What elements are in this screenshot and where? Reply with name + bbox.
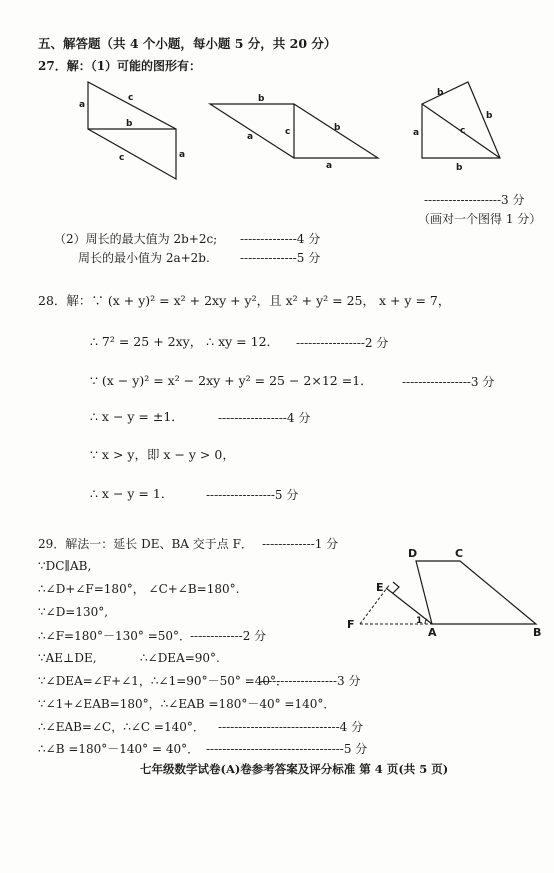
q29-trapezoid bbox=[416, 561, 536, 624]
q29-label-1: 1 bbox=[416, 616, 423, 626]
q27-fig3-label-c: c bbox=[460, 126, 466, 136]
page-footer: 七年级数学试卷(A)卷参考答案及评分标准 第 4 页(共 5 页) bbox=[140, 762, 449, 776]
q27-score-1: -------------------3 分 bbox=[424, 193, 525, 207]
q28-line-5: ∵ x > y，即 x − y > 0， bbox=[90, 447, 235, 462]
q27-part2-min: 周长的最小值为 2a+2b. bbox=[78, 251, 210, 265]
q27-fig2-label-c1: a bbox=[247, 132, 254, 142]
q29-line-8: ∵∠1+∠EAB=180°，∴∠EAB =180°－40° =140°． bbox=[38, 697, 336, 711]
q28-line-4: ∴ x − y = ±1． bbox=[90, 409, 184, 424]
q29-angle-1-arc bbox=[425, 619, 427, 624]
q29-line-10-score: ----------------------------------5 分 bbox=[206, 742, 368, 756]
q28-line-6-score: -----------------5 分 bbox=[206, 488, 299, 502]
q27-fig1-label-a1: a bbox=[79, 100, 86, 110]
q29-line-10: ∴∠B =180°－140° = 40°． bbox=[38, 742, 200, 756]
q29-line-4: ∵∠D=130°, bbox=[38, 605, 109, 619]
q29-line-7-score: -------------------3 分 bbox=[260, 674, 361, 688]
q28-line-2: ∴ 7² = 25 + 2xy， ∴ xy = 12． bbox=[90, 334, 280, 349]
q27-part2-max-score: --------------4 分 bbox=[240, 232, 321, 246]
q27-fig2-label-b1: b bbox=[258, 94, 265, 104]
q29-line-7: ∵∠DEA=∠F+∠1，∴∠1=90°－50° =40°． bbox=[38, 674, 288, 688]
q27-fig3-label-b2: b bbox=[456, 163, 463, 173]
q29-label-C: C bbox=[455, 547, 464, 560]
q28-line-3: ∵ (x − y)² = x² − 2xy + y² = 25 − 2×12 =1． bbox=[90, 373, 373, 388]
q29-line-6a: ∵AE⊥DE, bbox=[38, 651, 97, 665]
q29-line-5-score: -------------2 分 bbox=[190, 629, 267, 643]
q29-line-5: ∴∠F=180°－130° =50°． bbox=[38, 629, 192, 643]
q27-fig2-label-c2: b bbox=[334, 123, 341, 133]
q29-line-6b: ∴∠DEA=90°. bbox=[140, 651, 220, 665]
q27-fig3-label-a1: b bbox=[437, 88, 444, 98]
q28-line-3-score: -----------------3 分 bbox=[402, 375, 495, 389]
q27-fig1-label-b: b bbox=[126, 119, 133, 129]
q27-fig1-label-c2: c bbox=[119, 153, 125, 163]
q27-fig1-label-a2: a bbox=[179, 150, 186, 160]
q29-label-F: F bbox=[347, 618, 355, 631]
q29-line-9-score: ------------------------------4 分 bbox=[218, 720, 364, 734]
q29-label-D: D bbox=[408, 547, 418, 560]
q27-head: 27．解：（1）可能的图形有： bbox=[38, 59, 202, 73]
q28-line-1: 28．解：∵ (x + y)² = x² + 2xy + y²，且 x² + y² = 25， x + y = 7， bbox=[38, 293, 451, 308]
q29-label-E: E bbox=[376, 581, 384, 594]
q27-fig3-label-b1: b bbox=[486, 111, 493, 121]
q29-line-9: ∴∠EAB=∠C，∴∠C =140°． bbox=[38, 720, 205, 734]
q27-fig3-label-a2: a bbox=[413, 128, 420, 138]
q28-line-6: ∴ x − y = 1． bbox=[90, 486, 174, 501]
q27-part2-max: （2）周长的最大值为 2b+2c; bbox=[54, 232, 218, 246]
section-title: 五、解答题（共 4 个小题，每小题 5 分，共 20 分） bbox=[38, 36, 337, 51]
q27-fig2-label-a: c bbox=[285, 127, 291, 137]
q29-segment-ae bbox=[386, 588, 432, 624]
q29-line-1-score: -------------1 分 bbox=[262, 537, 339, 551]
q28-line-4-score: -----------------4 分 bbox=[218, 411, 311, 425]
q29-extension-fe bbox=[360, 584, 390, 624]
q29-line-3: ∴∠D+∠F=180°， ∠C+∠B=180°. bbox=[38, 582, 240, 596]
q29-line-1: 29．解法一：延长 DE、BA 交于点 F． bbox=[38, 537, 253, 551]
q28-line-2-score: -----------------2 分 bbox=[296, 336, 389, 350]
q29-right-angle-mark bbox=[393, 582, 399, 593]
q29-line-2: ∵DC∥AB, bbox=[38, 559, 92, 573]
q27-score-1-note: （画对一个图得 1 分） bbox=[418, 212, 542, 226]
q27-part2-min-score: --------------5 分 bbox=[240, 251, 321, 265]
q27-fig1-label-c1: c bbox=[128, 93, 134, 103]
q27-fig2-label-b2: a bbox=[326, 161, 333, 171]
q29-label-A: A bbox=[428, 626, 437, 639]
q29-label-B: B bbox=[533, 626, 542, 639]
